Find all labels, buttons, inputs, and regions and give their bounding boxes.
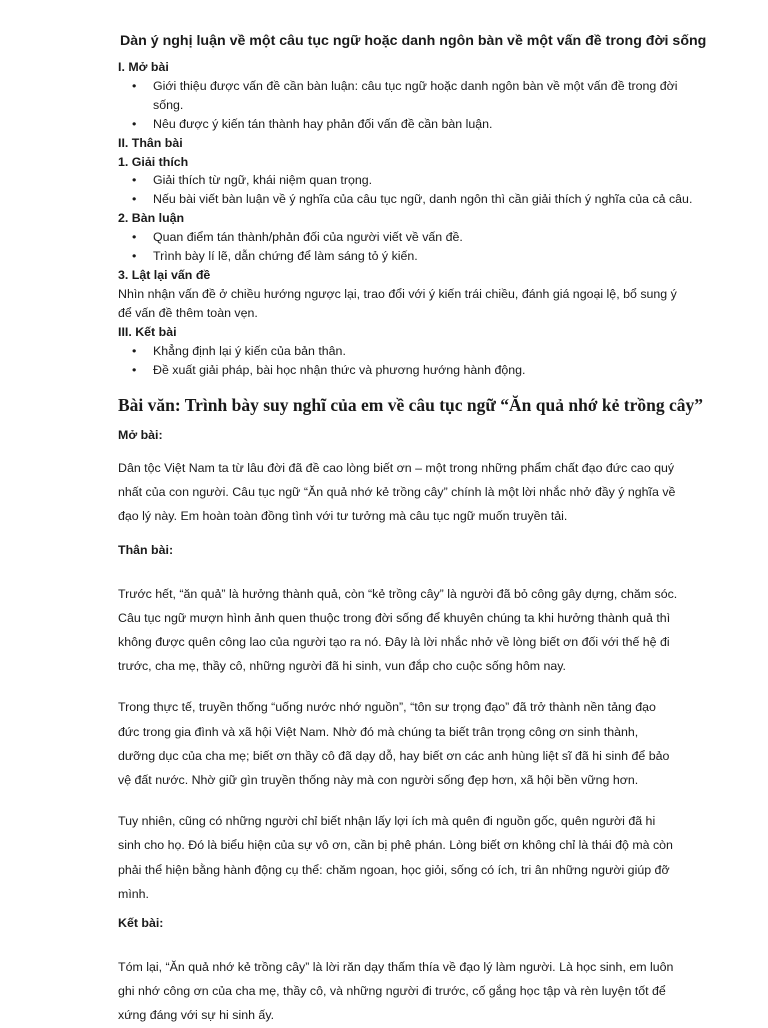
heading-lat-lai: 3. Lật lại vấn đề bbox=[118, 267, 211, 282]
essay-section bbox=[118, 395, 703, 1028]
list-item: • Giới thiệu được vấn đề cần bàn luận: câu tục ngữ hoặc danh ngôn bàn về một vấn đề trong đời sống. bbox=[118, 77, 693, 115]
essay-title: Bài văn: Trình bày suy nghĩ của em về câu tục ngữ “Ăn quả nhớ kẻ trồng cây” bbox=[118, 395, 703, 415]
lat-lai-text: Nhìn nhận vấn đề ở chiều hướng ngược lại, trao đổi với ý kiến trái chiều, đánh giá ngoại lệ, bổ sung ý để vấn đề thêm toàn vẹn. bbox=[118, 286, 677, 320]
list-item: • Nêu được ý kiến tán thành hay phản đối vấn đề cần bàn luận. bbox=[118, 115, 693, 134]
heading-mo-bai: I. Mở bài bbox=[118, 60, 169, 74]
ket-bai-paragraph: Tóm lại, “Ăn quả nhớ kẻ trồng cây” là lời răn dạy thấm thía về đạo lý làm người. Là học sinh, em luôn ghi nhớ công ơn của cha mẹ, thầy cô, và những người đi trước, cố gắng học tập và rèn luyện tốt để xứng đáng với sự hi sinh ấy. bbox=[118, 960, 674, 1023]
outline-section bbox=[118, 58, 693, 379]
than-bai-paragraph: Tuy nhiên, cũng có những người chỉ biết nhận lấy lợi ích mà quên đi nguồn gốc, quên người đã hi sinh cho họ. Đó là biểu hiện của sự vô ơn, cần bị phê phán. Lòng biết ơn không chỉ là thái độ mà còn phải thể hiện bằng hành động cụ thể: chăm ngoan, học giỏi, sống có ích, tri ân những người giúp đỡ mình. bbox=[118, 814, 673, 901]
ban-luan-list bbox=[118, 228, 693, 266]
list-item: • Đề xuất giải pháp, bài học nhận thức và phương hướng hành động. bbox=[118, 361, 693, 380]
mo-bai-list bbox=[118, 77, 693, 134]
list-item: • Giải thích từ ngữ, khái niệm quan trọng. bbox=[118, 171, 693, 190]
ket-bai-list bbox=[118, 342, 693, 380]
list-item: • Quan điểm tán thành/phản đối của người viết về vấn đề. bbox=[118, 228, 693, 247]
giai-thich-list bbox=[118, 171, 693, 209]
outline-title: Dàn ý nghị luận về một câu tục ngữ hoặc danh ngôn bàn về một vấn đề trong đời sống bbox=[120, 33, 707, 49]
mo-bai-label: Mở bài: bbox=[118, 428, 163, 442]
than-bai-paragraph: Trước hết, “ăn quả” là hưởng thành quả, còn “kẻ trồng cây” là người đã bỏ công gây dựng, chăm sóc. Câu tục ngữ mượn hình ảnh quen thuộc trong đời sống để khuyên chúng ta khi hưởng thành quả thì không được quên công lao của người tạo ra nó. Đây là lời nhắc nhở về lòng biết ơn đối với thế hệ đi trước, cha mẹ, thầy cô, những người đã hi sinh, vun đắp cho cuộc sống hôm nay. bbox=[118, 586, 678, 674]
heading-giai-thich: 1. Giải thích bbox=[118, 154, 189, 169]
heading-ban-luan: 2. Bàn luận bbox=[118, 211, 185, 226]
list-item: • Trình bày lí lẽ, dẫn chứng để làm sáng tỏ ý kiến. bbox=[118, 247, 693, 266]
than-bai-paragraph: Trong thực tế, truyền thống “uống nước nhớ nguồn”, “tôn sư trọng đạo” đã trở thành nền tảng đạo đức trong gia đình và xã hội Việt Nam. Nhờ đó mà chúng ta biết trân trọng công ơn sinh thành, dưỡng dục của cha mẹ; biết ơn thầy cô đã dạy dỗ, hay biết ơn các anh hùng liệt sĩ đã hi sinh để bảo vệ đất nước. Nhờ giữ gìn truyền thống này mà con người sống đẹp hơn, xã hội bền vững hơn. bbox=[118, 700, 670, 788]
list-item: • Khẳng định lại ý kiến của bản thân. bbox=[118, 342, 693, 361]
heading-than-bai: II. Thân bài bbox=[118, 135, 183, 150]
heading-ket-bai: III. Kết bài bbox=[118, 324, 177, 339]
mo-bai-paragraph: Dân tộc Việt Nam ta từ lâu đời đã đề cao lòng biết ơn – một trong những phẩm chất đạo đức cao quý nhất của con người. Câu tục ngữ “Ăn quả nhớ kẻ trồng cây” chính là một lời nhắc nhở đầy ý nghĩa về đạo lý này. Em hoàn toàn đồng tình với tư tưởng mà câu tục ngữ muốn truyền tải. bbox=[118, 461, 676, 524]
than-bai-label: Thân bài: bbox=[118, 542, 174, 557]
list-item: • Nếu bài viết bàn luận về ý nghĩa của câu tục ngữ, danh ngôn thì cần giải thích ý nghĩa của cả câu. bbox=[118, 190, 693, 209]
ket-bai-label: Kết bài: bbox=[118, 916, 164, 931]
